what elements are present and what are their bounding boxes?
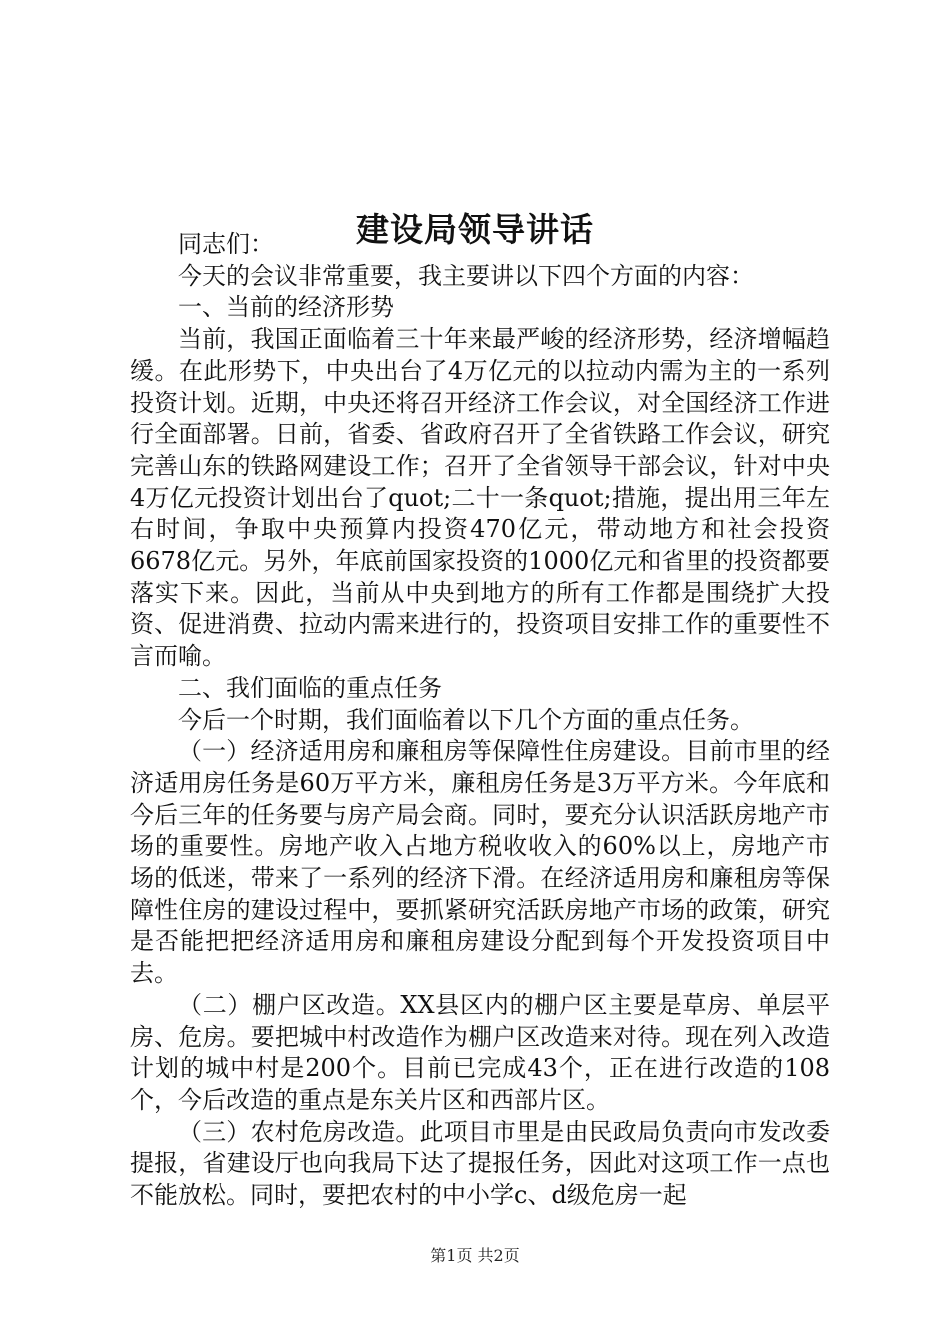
paragraph-task-1-housing: （一）经济适用房和廉租房等保障性住房建设。目前市里的经济适用房任务是60万平方米，廉租房任务是3万平方米。今年底和今后三年的任务要与房产局会商。同时，要充分认识活跃房地产市场的重要性。房地产收入占地方税收收入的60%以上，房地产市场的低迷，带来了一系列的经济下滑。在经济适用房和廉租房等保障性住房的建设过程中，要抓紧研究活跃房地产市场的政策，研究是否能把把经济适用房和廉租房建设分配到每个开发投资项目中去。	[130, 737, 830, 988]
paragraph-salutation: 同志们：	[178, 230, 274, 258]
paragraph-intro: 今天的会议非常重要，我主要讲以下四个方面的内容：	[178, 261, 754, 290]
paragraph-economic-situation: 当前，我国正面临着三十年来最严峻的经济形势，经济增幅趋缓。在此形势下，中央出台了4万亿元的以拉动内需为主的一系列投资计划。近期，中央还将召开经济工作会议，对全国经济工作进行全面部署。日前，省委、省政府召开了全省铁路工作会议，研究完善山东的铁路网建设工作；召开了全省领导干部会议，针对中央4万亿元投资计划出台了quot;二十一条quot;措施，提出用三年左右时间，争取中央预算内投资470亿元，带动地方和社会投资6678亿元。另外，年底前国家投资的1000亿元和省里的投资都要落实下来。因此，当前从中央到地方的所有工作都是围绕扩大投资、促进消费、拉动内需来进行的，投资项目安排工作的重要性不言而喻。	[130, 325, 830, 671]
section-heading-1: 一、当前的经济形势	[178, 293, 394, 322]
section-heading-2: 二、我们面临的重点任务	[178, 673, 442, 702]
page-number-footer: 第1页 共2页	[430, 1246, 520, 1265]
document-body	[130, 229, 830, 1212]
paragraph-task-2-shanty-towns: （二）棚户区改造。XX县区内的棚户区主要是草房、单层平房、危房。要把城中村改造作为棚户区改造来对待。现在列入改造计划的城中村是200个。目前已完成43个，正在进行改造的108个，今后改造的重点是东关片区和西部片区。	[130, 990, 830, 1114]
paragraph-task-3-rural-housing: （三）农村危房改造。此项目市里是由民政局负责向市发改委提报，省建设厅也向我局下达了提报任务，因此对这项工作一点也不能放松。同时，要把农村的中小学c、d级危房一起	[130, 1117, 830, 1210]
document-title: 建设局领导讲话	[356, 210, 594, 250]
paragraph-tasks-intro: 今后一个时期，我们面临着以下几个方面的重点任务。	[178, 705, 754, 734]
